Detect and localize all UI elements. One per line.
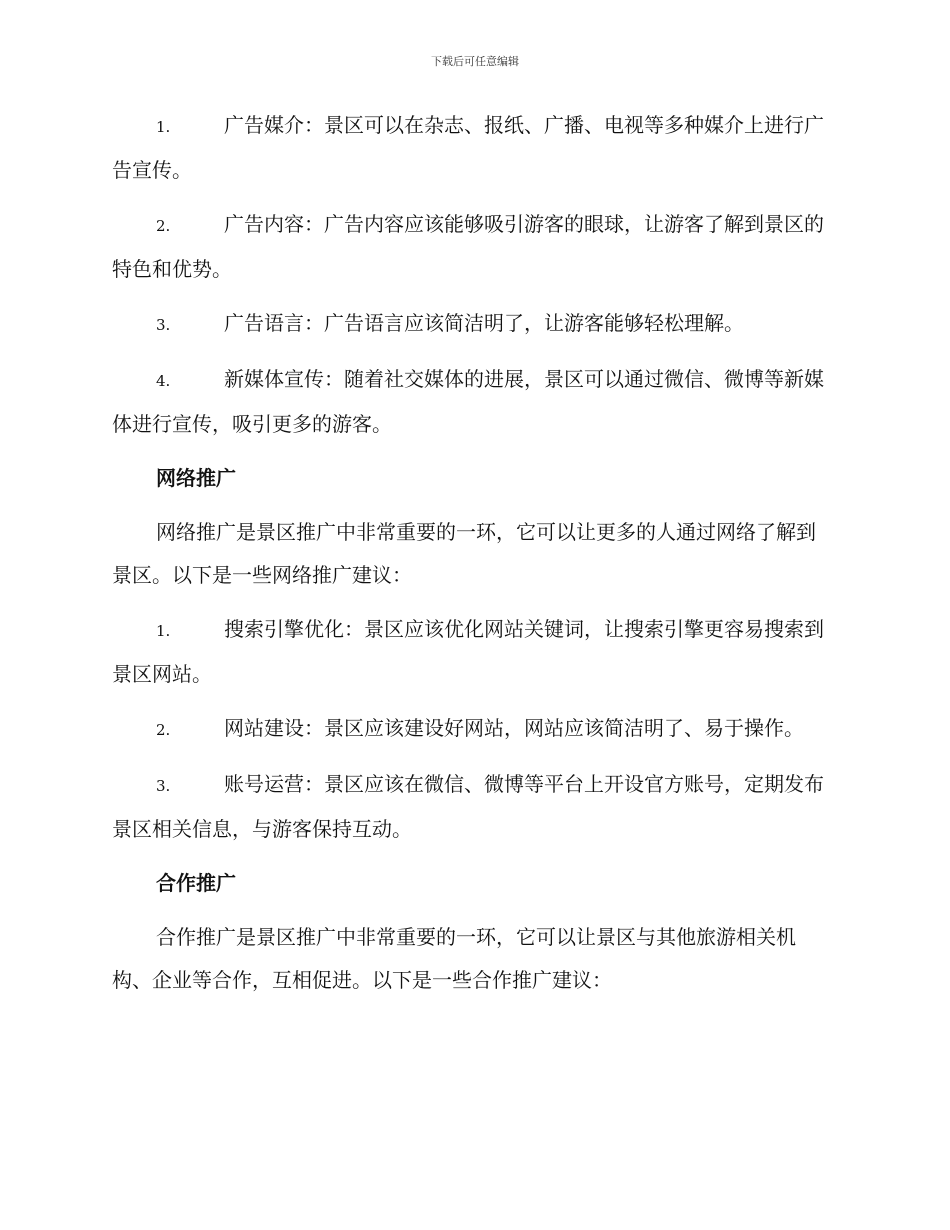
list-text: 账号运营：景区应该在微信、微博等平台上开设官方账号，定期发布景区相关信息，与游客保持互动。 <box>112 772 824 841</box>
list-item <box>112 104 834 192</box>
list-item <box>112 302 834 347</box>
section-heading: 网络推广 <box>156 466 236 490</box>
list-text: 广告媒介：景区可以在杂志、报纸、广播、电视等多种媒介上进行广告宣传。 <box>112 113 824 182</box>
section-intro: 网络推广是景区推广中非常重要的一环，它可以让更多的人通过网络了解到景区。以下是一些网络推广建议： <box>112 520 816 587</box>
list-item <box>112 358 834 446</box>
list-number: 3. <box>156 777 171 795</box>
section-intro: 合作推广是景区推广中非常重要的一环，它可以让景区与其他旅游相关机构、企业等合作，互相促进。以下是一些合作推广建议： <box>112 925 796 992</box>
list-text: 新媒体宣传：随着社交媒体的进展，景区可以通过微信、微博等新媒体进行宣传，吸引更多的游客。 <box>112 367 824 436</box>
list-item <box>112 763 834 851</box>
list-text: 搜索引擎优化：景区应该优化网站关键词，让搜索引擎更容易搜索到景区网站。 <box>112 617 824 686</box>
list-text: 广告语言：广告语言应该简洁明了，让游客能够轻松理解。 <box>224 311 744 335</box>
list-item <box>112 608 834 696</box>
list-number: 3. <box>156 316 171 334</box>
page-header: 下载后可任意编辑 <box>431 55 519 68</box>
list-number: 1. <box>156 622 171 640</box>
list-text: 广告内容：广告内容应该能够吸引游客的眼球，让游客了解到景区的特色和优势。 <box>112 212 824 281</box>
list-number: 4. <box>156 372 171 390</box>
list-item <box>112 203 834 291</box>
list-number: 2. <box>156 721 171 739</box>
list-number: 1. <box>156 118 171 136</box>
section-heading: 合作推广 <box>156 871 236 895</box>
list-item <box>112 707 834 752</box>
list-number: 2. <box>156 217 171 235</box>
document-body <box>112 104 834 1013</box>
list-text: 网站建设：景区应该建设好网站，网站应该简洁明了、易于操作。 <box>224 716 804 740</box>
